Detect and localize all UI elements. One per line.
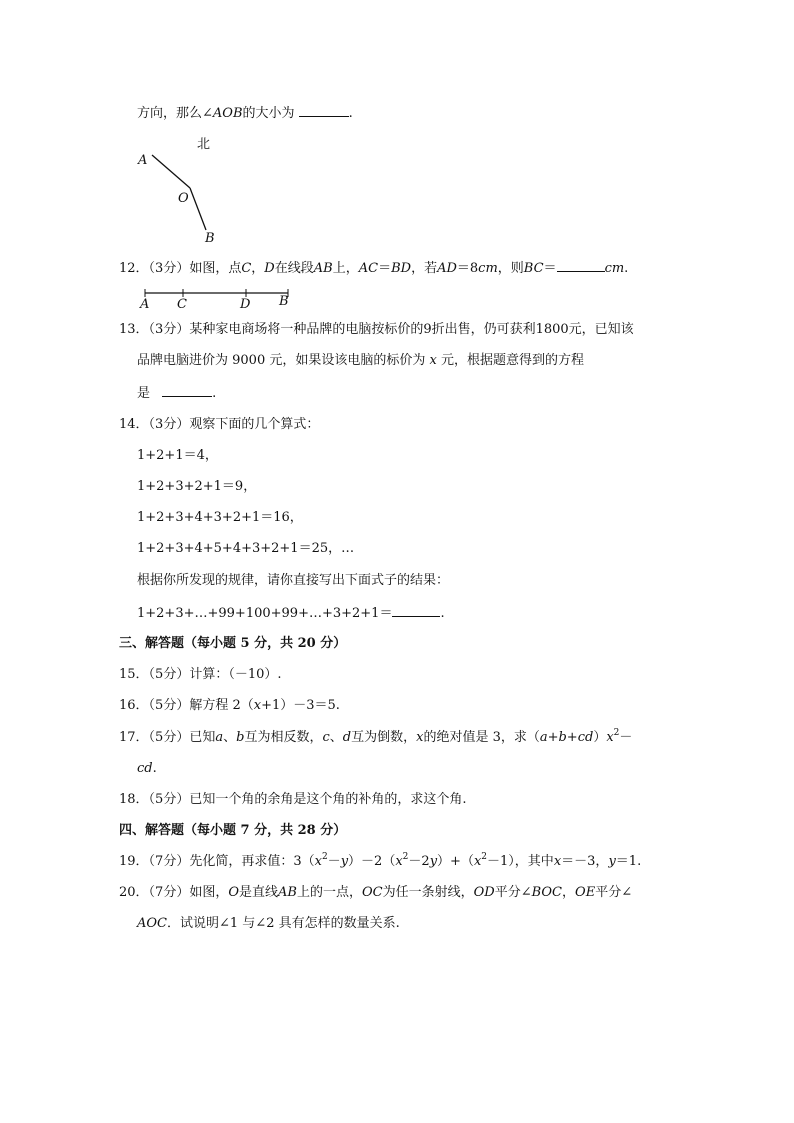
q11-tail: 方向，那么∠AOB的大小为 .	[137, 106, 353, 121]
point-c-label: C	[177, 297, 187, 311]
section-3-heading: 三、解答题（每小题 5 分，共 20 分）	[119, 636, 347, 651]
formula-3: 1+2+3+4+3+2+1＝16，	[137, 510, 303, 525]
question-13-line-1: 13．（3分）某种家电商场将一种品牌的电脑按标价的9折出售，仍可获利1800元，已知该	[119, 322, 634, 337]
point-d-label: D	[240, 297, 251, 311]
question-16: 16．（5分）解方程 2（x+1）－3＝5.	[119, 698, 340, 713]
point-a-label: A	[138, 153, 148, 168]
segment-figure	[136, 285, 296, 311]
question-14-hint: 根据你所发现的规律，请你直接写出下面式子的结果：	[137, 573, 450, 588]
north-label: 北	[197, 137, 211, 152]
question-13-line-3: 是 .	[137, 386, 217, 401]
formula-2: 1+2+3+2+1＝9，	[137, 479, 257, 494]
question-14-line-1: 14．（3分）观察下面的几个算式：	[119, 417, 320, 432]
angle-aob-figure	[130, 132, 230, 247]
ray-oa	[152, 155, 190, 188]
ray-ob	[190, 188, 206, 230]
point-b-label: B	[205, 231, 215, 246]
question-12: 12．（3分）如图，点C，D在线段AB上，AC＝BD，若AD＝8cm，则BC＝ cm.	[119, 261, 629, 276]
point-a-label: A	[140, 297, 150, 311]
answer-blank[interactable]	[299, 104, 349, 117]
section-4-heading: 四、解答题（每小题 7 分，共 28 分）	[119, 823, 347, 838]
answer-blank[interactable]	[557, 259, 605, 272]
question-17-line-1: 17．（5分）已知a、b互为相反数，c、d互为倒数，x的绝对值是 3，求$(a+b+cd)x^2-$	[119, 728, 633, 745]
formula-1: 1+2+1＝4，	[137, 448, 218, 463]
question-20-line-1: 20．（7分）如图，O是直线AB上的一点，OC为任一条射线，OD平分∠BOC，OE平分∠	[119, 885, 633, 900]
point-b-label: B	[279, 294, 289, 309]
point-o-label: O	[178, 191, 189, 206]
question-15: 15．（5分）计算：（－10）.	[119, 667, 282, 682]
question-20-line-2: AOC．试说明∠1 与∠2 具有怎样的数量关系.	[137, 916, 400, 931]
question-17-line-2: cd.	[137, 761, 157, 776]
question-13-line-2: 品牌电脑进价为 9000 元，如果设该电脑的标价为 x 元，根据题意得到的方程	[137, 353, 584, 368]
question-18: 18．（5分）已知一个角的余角是这个角的补角的，求这个角.	[119, 792, 467, 807]
question-14-expression: 1+2+3+…+99+100+99+…+3+2+1＝ .	[137, 606, 445, 621]
answer-blank[interactable]	[162, 384, 212, 397]
question-19: 19．（7分）先化简，再求值：$3(x^2-y)-2(x^2-2y)+(x^2-1)$，其中x＝－3，y＝1.	[119, 852, 642, 869]
formula-4: 1+2+3+4+5+4+3+2+1＝25，…	[137, 541, 355, 556]
answer-blank[interactable]	[392, 604, 440, 617]
